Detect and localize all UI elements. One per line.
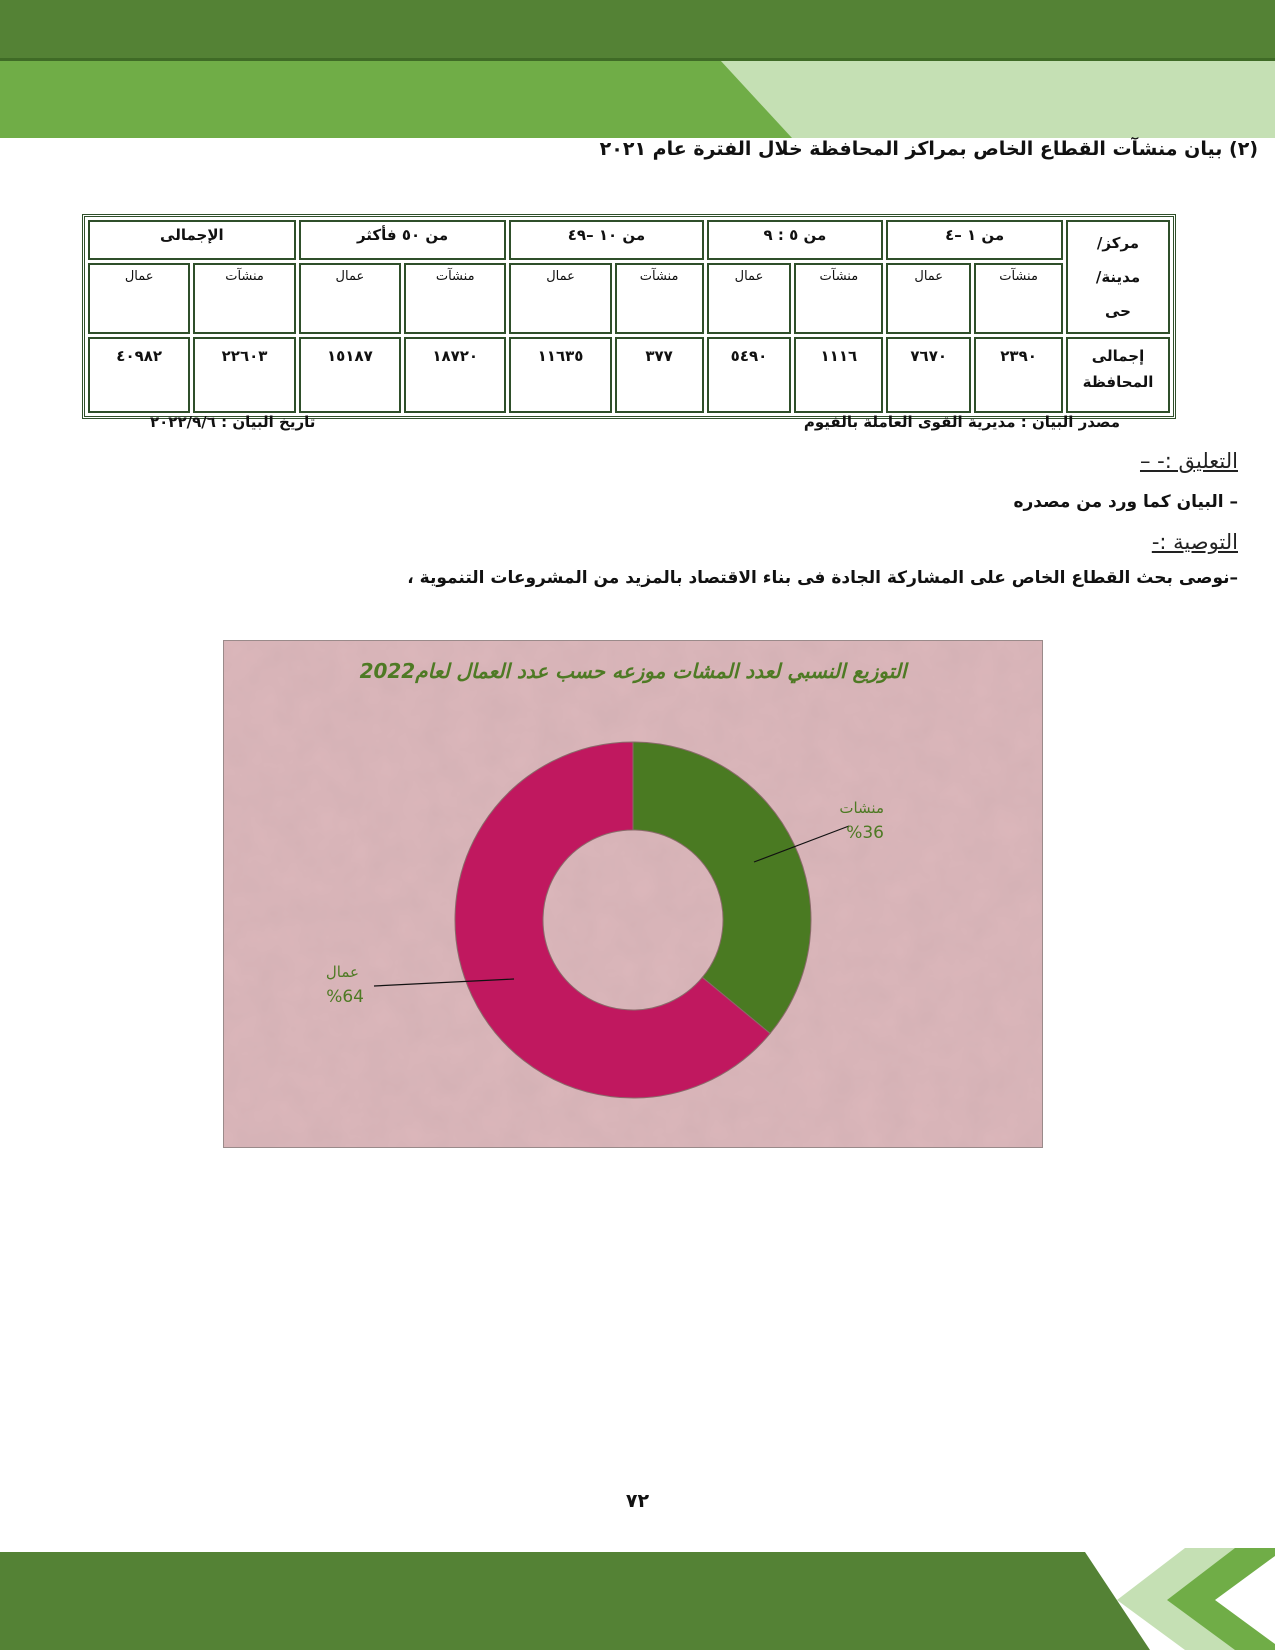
table-cell: ٢٢٦٠٣ — [193, 337, 295, 413]
row-label-cell — [1066, 337, 1170, 413]
group-header: من ٥ : ٩ — [707, 220, 884, 260]
table-row — [88, 337, 1170, 413]
sub-header-establishments: منشآت — [615, 263, 704, 334]
group-header: من ١ –٤ — [886, 220, 1063, 260]
data-date: تاريخ البيان : ٢٠٢٢/٩/٦ — [150, 413, 316, 431]
recommendation-heading: التوصية :- — [1151, 530, 1238, 554]
row-header-line: حى — [1105, 302, 1131, 320]
row-header-cell — [1066, 220, 1170, 334]
sub-header-workers: عمال — [299, 263, 401, 334]
sub-header-establishments: منشآت — [193, 263, 295, 334]
group-header: من ٥٠ فأكثر — [299, 220, 507, 260]
establishments-table — [82, 214, 1176, 419]
sub-header-workers: عمال — [88, 263, 190, 334]
sub-header-workers: عمال — [707, 263, 792, 334]
chart-title: التوزيع النسبي لعدد المشات موزعه حسب عدد العمال لعام2022 — [359, 659, 907, 683]
comment-text: – البيان كما ورد من مصدره — [1013, 492, 1238, 512]
sub-header-establishments: منشآت — [794, 263, 883, 334]
table-cell: ١٥١٨٧ — [299, 337, 401, 413]
row-label-line: المحافظة — [1082, 373, 1154, 391]
table-cell: ٣٧٧ — [615, 337, 704, 413]
data-label: %64 — [326, 987, 364, 1007]
row-header-line: مركز/ — [1096, 234, 1140, 252]
group-header: من ١٠ –٤٩ — [509, 220, 703, 260]
sub-header-establishments: منشآت — [974, 263, 1063, 334]
row-label-line: إجمالى — [1091, 347, 1145, 365]
sub-header-establishments: منشآت — [404, 263, 506, 334]
table-cell: ٤٠٩٨٢ — [88, 337, 190, 413]
table-cell: ٧٦٧٠ — [886, 337, 971, 413]
table-cell: ١٨٧٢٠ — [404, 337, 506, 413]
category-label: عمال — [325, 963, 359, 981]
page-heading: (٢) بيان منشآت القطاع الخاص بمراكز المحافظة خلال الفترة عام ٢٠٢١ — [599, 138, 1258, 160]
table-cell: ٢٣٩٠ — [974, 337, 1063, 413]
donut-chart-panel — [223, 640, 1043, 1148]
recommendation-text: –نوصى بحث القطاع الخاص على المشاركة الجادة فى بناء الاقتصاد بالمزيد من المشروعات التنموية ، — [407, 568, 1238, 588]
table-cell: ١١٦٣٥ — [509, 337, 611, 413]
category-label: منشات — [839, 799, 884, 817]
top-banner — [0, 0, 1275, 140]
donut-chart — [224, 641, 1042, 1147]
data-source: مصدر البيان : مديرية القوى العاملة بالفيوم — [803, 413, 1120, 431]
row-header-line: مدينة/ — [1095, 268, 1141, 286]
data-label: %36 — [846, 823, 884, 843]
table-cell: ١١١٦ — [794, 337, 883, 413]
table-cell: ٥٤٩٠ — [707, 337, 792, 413]
comment-heading: التعليق :- – — [1139, 449, 1238, 473]
group-header: الإجمالى — [88, 220, 296, 260]
sub-header-workers: عمال — [886, 263, 971, 334]
page-number: ٧٢ — [625, 1490, 650, 1512]
sub-header-workers: عمال — [509, 263, 611, 334]
bottom-banner — [0, 1548, 1275, 1650]
